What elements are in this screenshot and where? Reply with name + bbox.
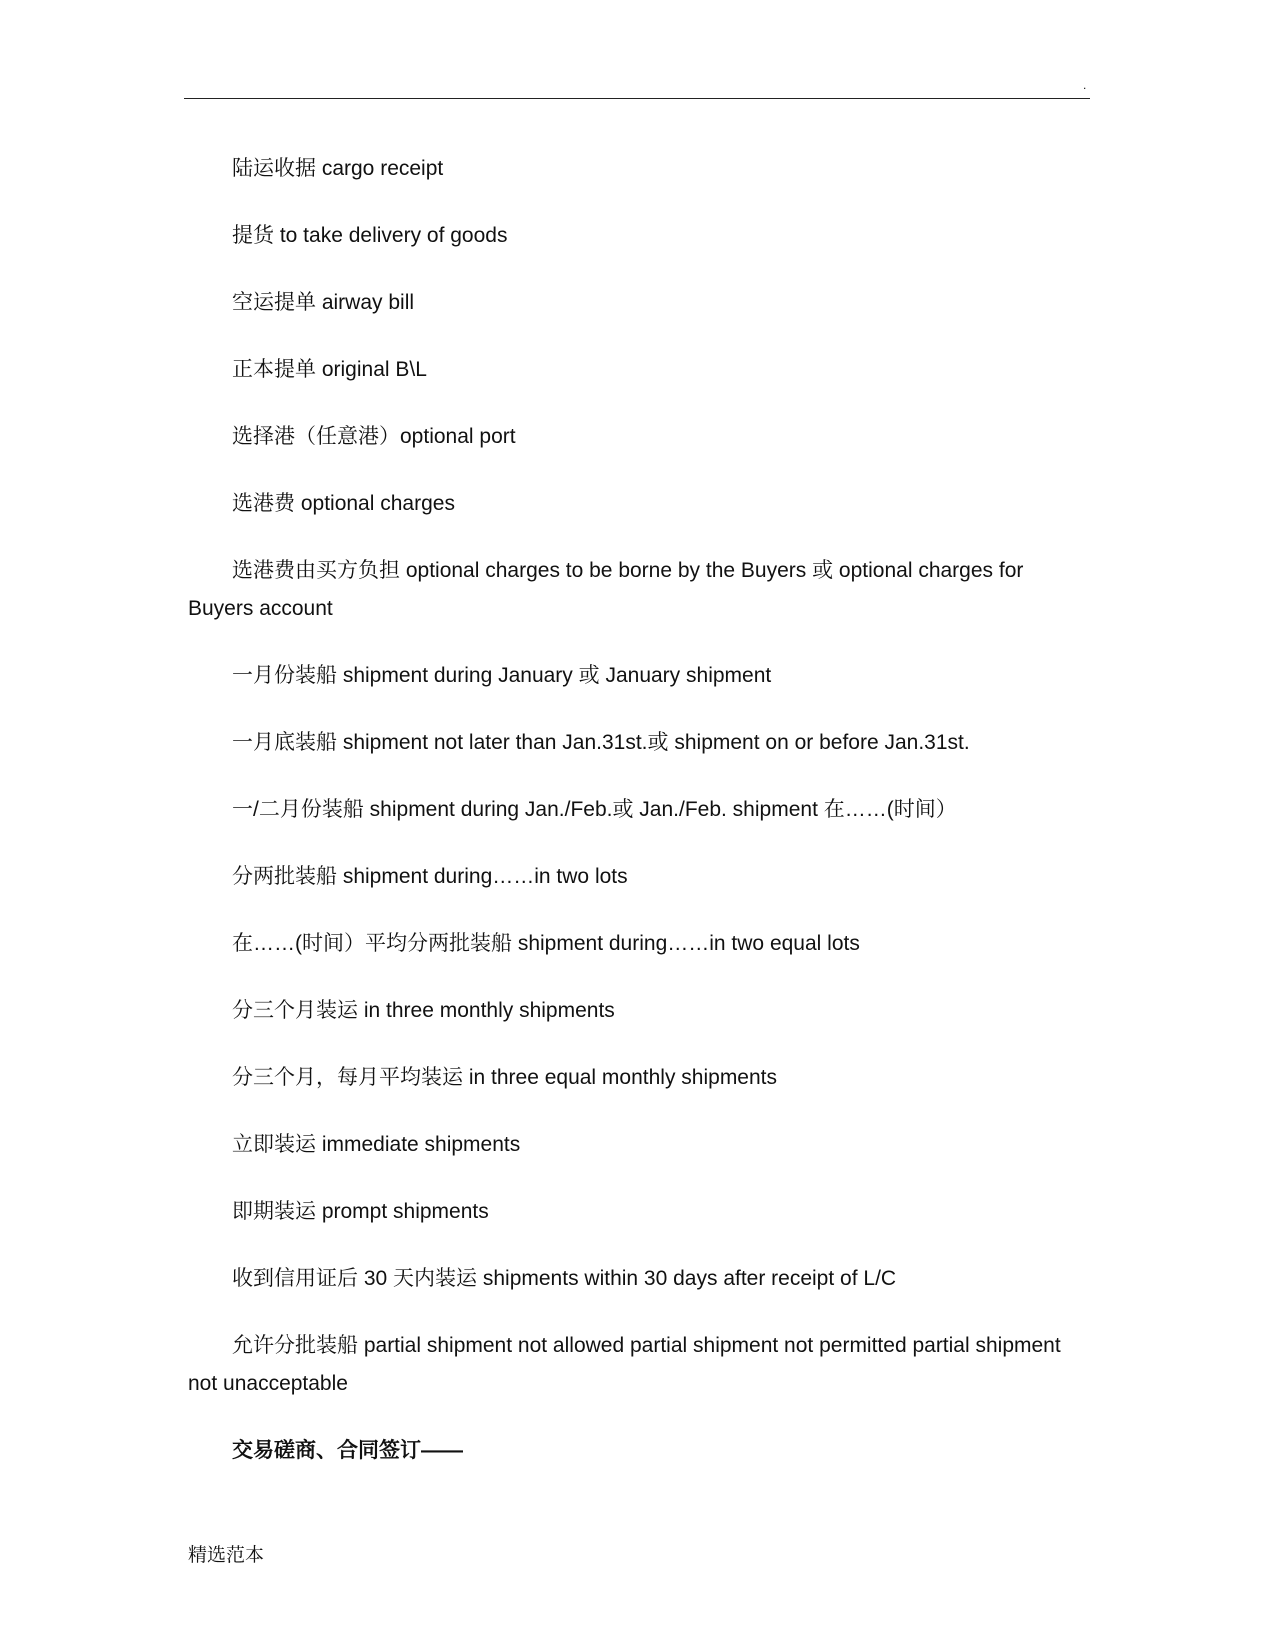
section-heading: 交易磋商、合同签订—— — [232, 1439, 463, 1462]
paragraph: 正本提单 original B\L — [232, 358, 427, 381]
paragraph: 一/二月份装船 shipment during Jan./Feb.或 Jan./Feb. shipment 在……(时间） — [232, 798, 957, 821]
paragraph: 分三个月装运 in three monthly shipments — [232, 999, 615, 1022]
paragraph: 选港费 optional charges — [232, 492, 455, 515]
paragraph: 提货 to take delivery of goods — [232, 224, 508, 247]
paragraph: 选择港（任意港）optional port — [232, 425, 516, 448]
paragraph: 选港费由买方负担 optional charges to be borne by the Buyers 或 optional charges for Buyers account — [188, 559, 1024, 620]
document-body — [188, 150, 1068, 1499]
paragraph: 空运提单 airway bill — [232, 291, 415, 314]
paragraph: 陆运收据 cargo receipt — [232, 157, 444, 180]
paragraph: 一月份装船 shipment during January 或 January shipment — [232, 664, 772, 687]
paragraph: 一月底装船 shipment not later than Jan.31st.或 shipment on or before Jan.31st. — [232, 731, 970, 754]
header-mark: . — [1083, 78, 1087, 92]
paragraph: 分三个月，每月平均装运 in three equal monthly shipments — [232, 1066, 778, 1089]
paragraph: 允许分批装船 partial shipment not allowed partial shipment not permitted partial shipment not unacceptable — [188, 1334, 1061, 1395]
paragraph: 在……(时间）平均分两批装船 shipment during……in two equal lots — [232, 932, 860, 955]
paragraph: 即期装运 prompt shipments — [232, 1200, 489, 1223]
paragraph: 立即装运 immediate shipments — [232, 1133, 521, 1156]
header-divider — [184, 98, 1090, 99]
paragraph: 收到信用证后 30 天内装运 shipments within 30 days after receipt of L/C — [232, 1267, 897, 1290]
page-footer: 精选范本 — [188, 1545, 265, 1566]
paragraph: 分两批装船 shipment during……in two lots — [232, 865, 628, 888]
